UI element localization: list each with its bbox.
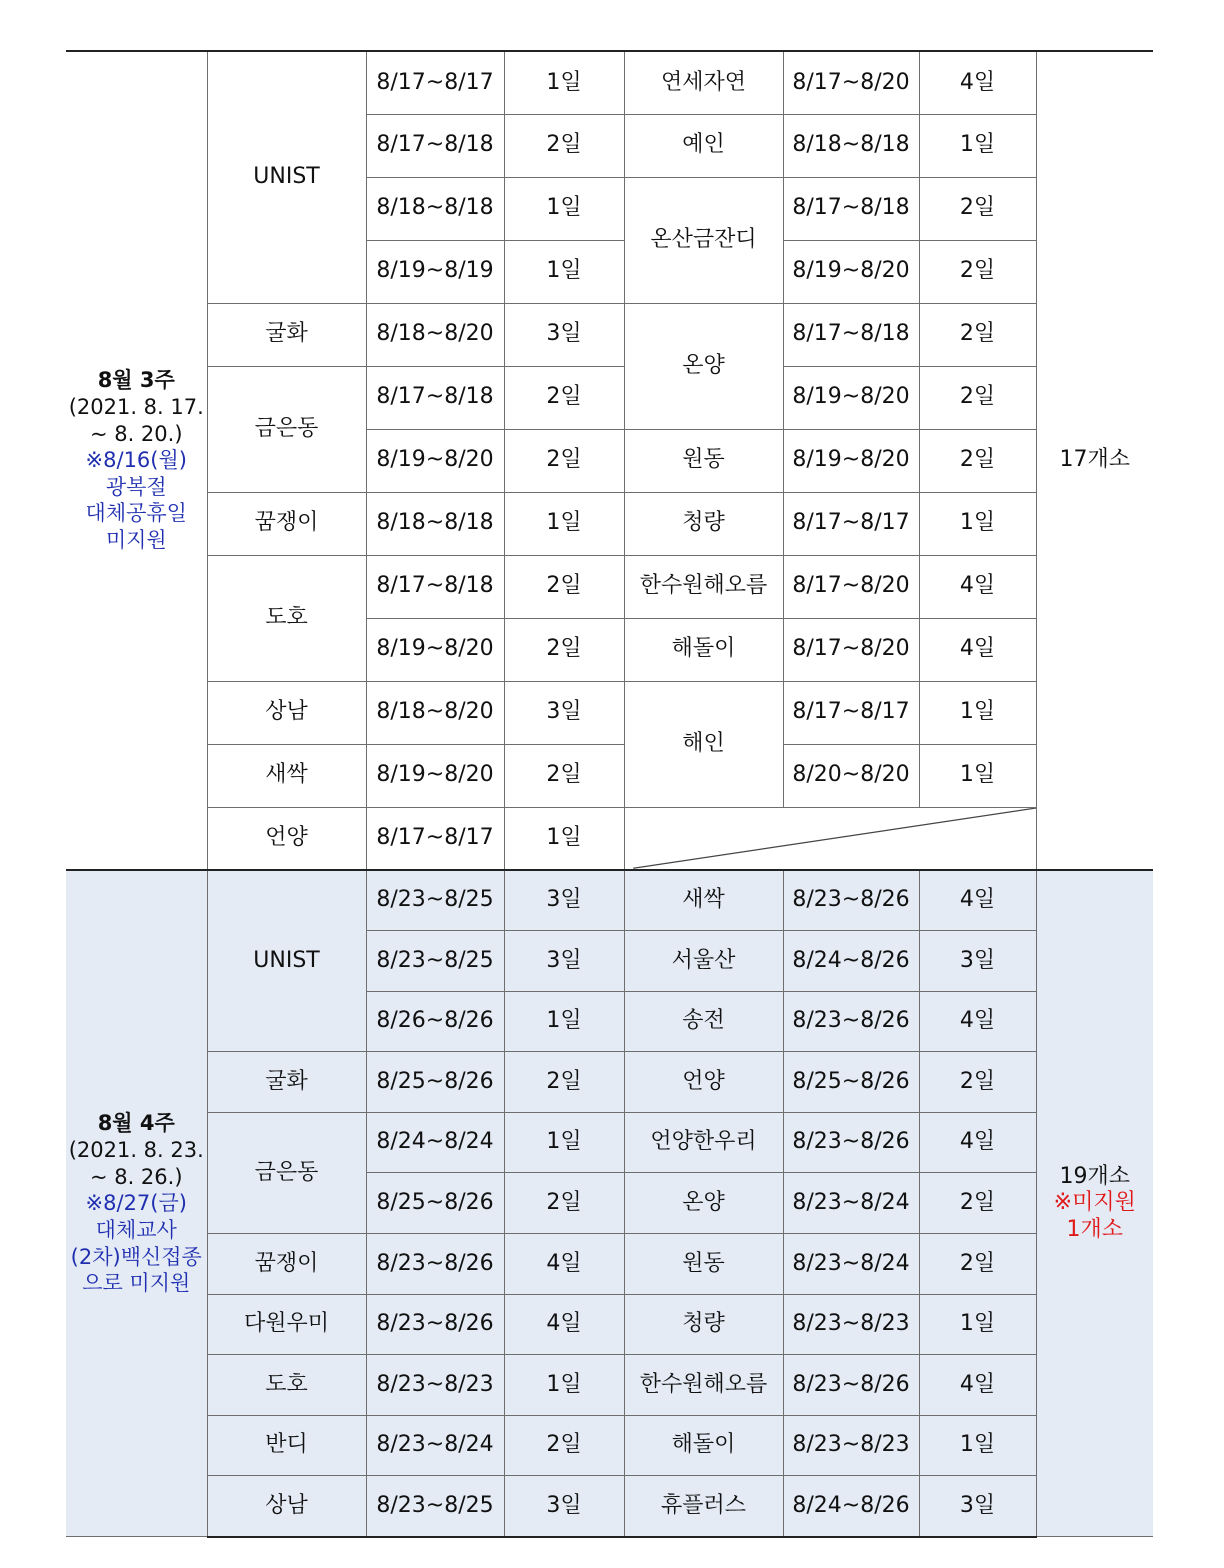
support-dates-cell: 8/24~8/26 xyxy=(783,931,919,992)
total-count: 19개소 xyxy=(1059,1163,1130,1189)
support-dates-cell: 8/23~8/23 xyxy=(366,1355,504,1416)
schedule-row xyxy=(66,681,1153,744)
center-name-cell: 도호 xyxy=(207,555,366,681)
support-days-cell: 1일 xyxy=(919,1415,1036,1476)
center-name-cell: 꿈쟁이 xyxy=(207,1234,366,1295)
support-dates-cell: 8/17~8/20 xyxy=(783,51,919,114)
support-days-cell: 4일 xyxy=(919,991,1036,1052)
week-range-start: (2021. 8. 23. xyxy=(68,1137,204,1162)
support-days-cell: 2일 xyxy=(504,1052,624,1113)
week4-section xyxy=(66,870,1153,1537)
center-name-cell: 원동 xyxy=(624,1234,783,1295)
support-dates-cell: 8/18~8/20 xyxy=(366,681,504,744)
schedule-row xyxy=(66,1415,1153,1476)
support-dates-cell: 8/17~8/20 xyxy=(783,618,919,681)
center-name-cell: 휴플러스 xyxy=(624,1476,783,1537)
support-days-cell: 3일 xyxy=(919,1476,1036,1537)
schedule-row xyxy=(66,870,1153,931)
center-name-cell: 반디 xyxy=(207,1415,366,1476)
support-dates-cell: 8/17~8/18 xyxy=(366,555,504,618)
schedule-row xyxy=(66,1476,1153,1537)
support-dates-cell: 8/23~8/24 xyxy=(783,1234,919,1295)
week-range-end: ~ 8. 26.) xyxy=(89,1164,183,1189)
support-days-cell: 1일 xyxy=(504,1112,624,1173)
support-days-cell: 1일 xyxy=(919,114,1036,177)
total-count-cell xyxy=(1036,51,1153,870)
week-label-cell xyxy=(66,870,207,1537)
schedule-row xyxy=(66,555,1153,618)
support-days-cell: 4일 xyxy=(504,1234,624,1295)
center-name-cell: UNIST xyxy=(207,51,366,303)
support-dates-cell: 8/23~8/23 xyxy=(783,1294,919,1355)
support-schedule-table xyxy=(66,50,1153,1538)
support-days-cell: 1일 xyxy=(919,492,1036,555)
week-range-start: (2021. 8. 17. xyxy=(68,394,204,419)
support-dates-cell: 8/19~8/20 xyxy=(366,618,504,681)
support-days-cell: 2일 xyxy=(919,240,1036,303)
center-name-cell: 연세자연 xyxy=(624,51,783,114)
support-dates-cell: 8/23~8/26 xyxy=(366,1294,504,1355)
support-days-cell: 4일 xyxy=(919,1355,1036,1416)
support-days-cell: 1일 xyxy=(504,51,624,114)
center-name-cell: 온양 xyxy=(624,1173,783,1234)
support-dates-cell: 8/19~8/20 xyxy=(366,744,504,807)
support-days-cell: 3일 xyxy=(504,303,624,366)
support-dates-cell: 8/17~8/18 xyxy=(783,177,919,240)
support-dates-cell: 8/23~8/25 xyxy=(366,870,504,931)
support-days-cell: 2일 xyxy=(919,1234,1036,1295)
support-dates-cell: 8/23~8/26 xyxy=(783,1112,919,1173)
support-dates-cell: 8/24~8/26 xyxy=(783,1476,919,1537)
support-days-cell: 2일 xyxy=(504,429,624,492)
center-name-cell: UNIST xyxy=(207,870,366,1052)
support-days-cell: 1일 xyxy=(504,807,624,870)
support-days-cell: 1일 xyxy=(504,991,624,1052)
center-name-cell: 서울산 xyxy=(624,931,783,992)
support-dates-cell: 8/25~8/26 xyxy=(366,1173,504,1234)
center-name-cell: 다원우미 xyxy=(207,1294,366,1355)
week-title: 8월 3주 xyxy=(97,368,175,393)
schedule-row xyxy=(66,492,1153,555)
unsupported-note: ※미지원 1개소 xyxy=(1053,1190,1136,1242)
support-dates-cell: 8/19~8/19 xyxy=(366,240,504,303)
center-name-cell: 한수원해오름 xyxy=(624,1355,783,1416)
week-label-cell xyxy=(66,51,207,870)
support-days-cell: 2일 xyxy=(919,429,1036,492)
center-name-cell: 예인 xyxy=(624,114,783,177)
support-dates-cell: 8/18~8/18 xyxy=(366,492,504,555)
center-name-cell: 상남 xyxy=(207,681,366,744)
support-dates-cell: 8/23~8/25 xyxy=(366,1476,504,1537)
support-days-cell: 2일 xyxy=(504,366,624,429)
center-name-cell: 새싹 xyxy=(207,744,366,807)
support-days-cell: 2일 xyxy=(919,1052,1036,1113)
schedule-row xyxy=(66,1052,1153,1113)
support-days-cell: 2일 xyxy=(504,114,624,177)
schedule-row xyxy=(66,807,1153,870)
center-name-cell: 청량 xyxy=(624,492,783,555)
support-dates-cell: 8/17~8/18 xyxy=(783,303,919,366)
support-dates-cell: 8/17~8/18 xyxy=(366,366,504,429)
schedule-row xyxy=(66,1355,1153,1416)
support-days-cell: 2일 xyxy=(504,555,624,618)
center-name-cell: 도호 xyxy=(207,1355,366,1416)
center-name-cell: 언양한우리 xyxy=(624,1112,783,1173)
schedule-row xyxy=(66,1234,1153,1295)
support-dates-cell: 8/23~8/26 xyxy=(783,870,919,931)
total-count-cell xyxy=(1036,870,1153,1537)
schedule-row xyxy=(66,366,1153,429)
support-days-cell: 2일 xyxy=(919,366,1036,429)
support-days-cell: 2일 xyxy=(919,177,1036,240)
center-name-cell: 새싹 xyxy=(624,870,783,931)
support-days-cell: 1일 xyxy=(504,240,624,303)
support-dates-cell: 8/17~8/17 xyxy=(783,492,919,555)
support-dates-cell: 8/24~8/24 xyxy=(366,1112,504,1173)
support-dates-cell: 8/20~8/20 xyxy=(783,744,919,807)
center-name-cell: 청량 xyxy=(624,1294,783,1355)
support-days-cell: 4일 xyxy=(919,51,1036,114)
support-dates-cell: 8/19~8/20 xyxy=(783,429,919,492)
support-dates-cell: 8/23~8/25 xyxy=(366,931,504,992)
week-note: ※8/27(금) 대체교사 (2차)백신접종 으로 미지원 xyxy=(70,1191,202,1296)
support-dates-cell: 8/18~8/18 xyxy=(366,177,504,240)
support-days-cell: 4일 xyxy=(504,1294,624,1355)
support-days-cell: 3일 xyxy=(504,931,624,992)
support-days-cell: 4일 xyxy=(919,870,1036,931)
support-days-cell: 4일 xyxy=(919,618,1036,681)
support-days-cell: 1일 xyxy=(919,744,1036,807)
center-name-cell: 송전 xyxy=(624,991,783,1052)
schedule-row xyxy=(66,1112,1153,1173)
support-dates-cell: 8/18~8/20 xyxy=(366,303,504,366)
center-name-cell: 꿈쟁이 xyxy=(207,492,366,555)
total-count: 17개소 xyxy=(1059,447,1130,473)
center-name-cell: 상남 xyxy=(207,1476,366,1537)
center-name-cell: 원동 xyxy=(624,429,783,492)
support-dates-cell: 8/23~8/24 xyxy=(783,1173,919,1234)
support-dates-cell: 8/18~8/18 xyxy=(783,114,919,177)
center-name-cell: 금은동 xyxy=(207,1112,366,1233)
schedule-row xyxy=(66,51,1153,114)
support-days-cell: 1일 xyxy=(504,492,624,555)
support-days-cell: 3일 xyxy=(504,681,624,744)
support-dates-cell: 8/17~8/17 xyxy=(783,681,919,744)
center-name-cell: 언양 xyxy=(207,807,366,870)
support-dates-cell: 8/25~8/26 xyxy=(783,1052,919,1113)
support-dates-cell: 8/19~8/20 xyxy=(366,429,504,492)
support-days-cell: 1일 xyxy=(504,177,624,240)
support-days-cell: 2일 xyxy=(919,303,1036,366)
schedule-row xyxy=(66,303,1153,366)
week-title: 8월 4주 xyxy=(97,1111,175,1136)
empty-diagonal-cell xyxy=(624,807,1036,870)
center-name-cell: 온양 xyxy=(624,303,783,429)
support-dates-cell: 8/26~8/26 xyxy=(366,991,504,1052)
support-days-cell: 2일 xyxy=(504,618,624,681)
center-name-cell: 한수원해오름 xyxy=(624,555,783,618)
support-days-cell: 3일 xyxy=(504,870,624,931)
support-dates-cell: 8/23~8/26 xyxy=(366,1234,504,1295)
support-days-cell: 2일 xyxy=(504,1415,624,1476)
support-dates-cell: 8/23~8/23 xyxy=(783,1415,919,1476)
support-days-cell: 4일 xyxy=(919,1112,1036,1173)
center-name-cell: 굴화 xyxy=(207,1052,366,1113)
support-days-cell: 3일 xyxy=(504,1476,624,1537)
support-days-cell: 3일 xyxy=(919,931,1036,992)
week-range-end: ~ 8. 20.) xyxy=(89,421,183,446)
support-dates-cell: 8/23~8/26 xyxy=(783,991,919,1052)
support-days-cell: 2일 xyxy=(504,744,624,807)
schedule-row xyxy=(66,744,1153,807)
support-dates-cell: 8/19~8/20 xyxy=(783,240,919,303)
support-days-cell: 1일 xyxy=(919,681,1036,744)
center-name-cell: 온산금잔디 xyxy=(624,177,783,303)
center-name-cell: 언양 xyxy=(624,1052,783,1113)
support-dates-cell: 8/19~8/20 xyxy=(783,366,919,429)
support-dates-cell: 8/17~8/18 xyxy=(366,114,504,177)
center-name-cell: 금은동 xyxy=(207,366,366,492)
support-dates-cell: 8/23~8/24 xyxy=(366,1415,504,1476)
support-dates-cell: 8/25~8/26 xyxy=(366,1052,504,1113)
week3-section xyxy=(66,51,1153,870)
center-name-cell: 굴화 xyxy=(207,303,366,366)
schedule-row xyxy=(66,1294,1153,1355)
support-days-cell: 2일 xyxy=(919,1173,1036,1234)
support-days-cell: 4일 xyxy=(919,555,1036,618)
support-dates-cell: 8/17~8/20 xyxy=(783,555,919,618)
support-dates-cell: 8/17~8/17 xyxy=(366,51,504,114)
support-dates-cell: 8/17~8/17 xyxy=(366,807,504,870)
week-note: ※8/16(월) 광복절 대체공휴일 미지원 xyxy=(85,448,187,553)
support-days-cell: 1일 xyxy=(919,1294,1036,1355)
support-dates-cell: 8/23~8/26 xyxy=(783,1355,919,1416)
center-name-cell: 해인 xyxy=(624,681,783,807)
center-name-cell: 해돌이 xyxy=(624,1415,783,1476)
center-name-cell: 해돌이 xyxy=(624,618,783,681)
support-days-cell: 2일 xyxy=(504,1173,624,1234)
support-days-cell: 1일 xyxy=(504,1355,624,1416)
